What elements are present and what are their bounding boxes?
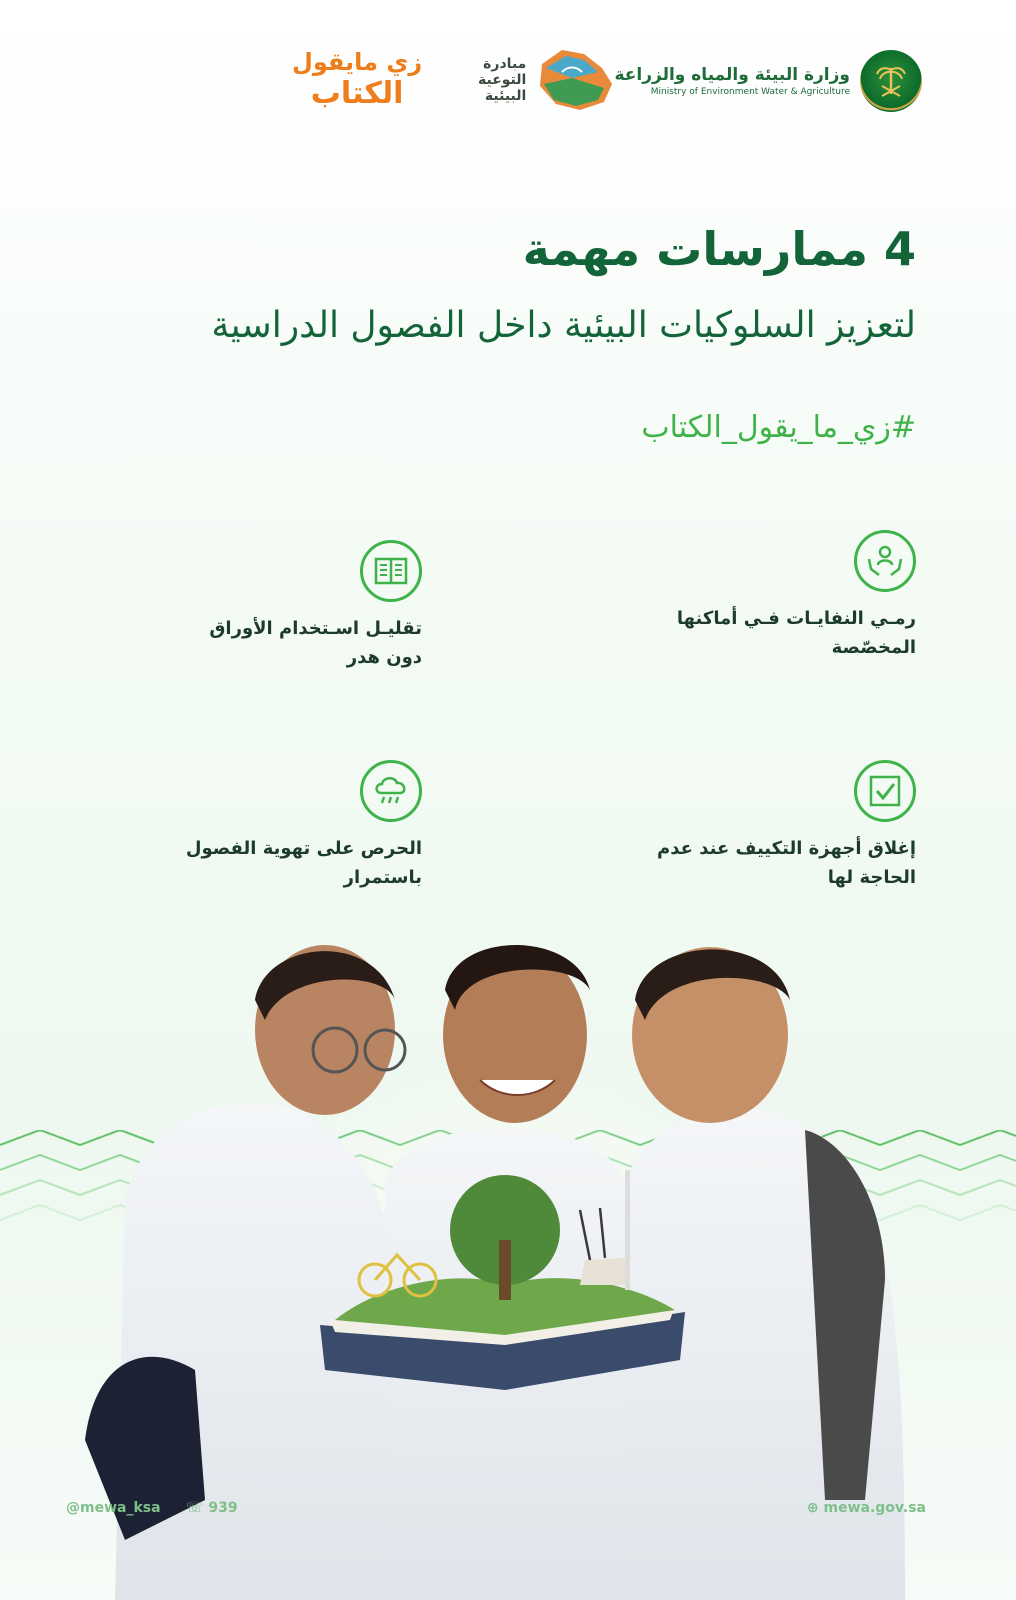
phone-number[interactable] [186,1500,238,1516]
initiative-line: التوعية [478,72,527,88]
book-icon [360,540,422,602]
initiative-logo [478,44,616,116]
page-subtitle: لتعزيز السلوكيات البيئية داخل الفصول الدراسية [211,305,916,346]
campaign-logo-line: الكتاب [310,76,404,111]
saudi-map-icon [532,44,616,116]
practice-text [646,604,916,662]
practice-line: الحرص على تهوية الفصول [185,838,422,859]
practice-item [152,760,422,892]
phone-value: 939 [208,1500,238,1516]
practice-item [152,540,422,672]
practice-text [152,834,422,892]
practice-line: تقليـل اسـتخدام الأوراق [209,618,422,639]
cloud-rain-icon [360,760,422,822]
page-title: 4 ممارسات مهمة [522,222,916,276]
practice-line: رمـي النفايـات فـي أماكنها [676,608,916,629]
social-handle[interactable]: @mewa_ksa [66,1500,161,1516]
practice-line: الحاجة لها [827,867,916,888]
practice-text [646,834,916,892]
practice-item [646,760,916,892]
website-value: mewa.gov.sa [823,1500,926,1516]
ministry-name-english: Ministry of Environment Water & Agriculture [650,87,850,97]
practice-line: دون هدر [346,647,422,668]
hands-person-icon [854,530,916,592]
phone-icon: ☏ [186,1500,204,1516]
globe-icon: ⊕ [806,1500,819,1516]
website-link[interactable] [807,1500,926,1516]
initiative-line: البيئية [484,88,527,104]
checkbox-icon [854,760,916,822]
campaign-logo [292,46,422,110]
ministry-name [614,65,850,97]
initiative-name [478,56,526,104]
practice-text [152,614,422,672]
initiative-line: مبادرة [483,56,527,72]
practice-line: إغلاق أجهزة التكييف عند عدم [657,838,916,859]
ministry-logo [614,50,922,112]
hashtag: #زي_ما_يقول_الكتاب [641,410,916,445]
palm-emblem-icon [860,50,922,112]
practice-line: باستمرار [343,867,422,888]
ministry-name-arabic: وزارة البيئة والمياه والزراعة [614,65,850,85]
practice-line: المخصّصة [831,637,916,658]
practice-item [646,530,916,662]
campaign-logo-line: زي مايقول [292,48,423,76]
